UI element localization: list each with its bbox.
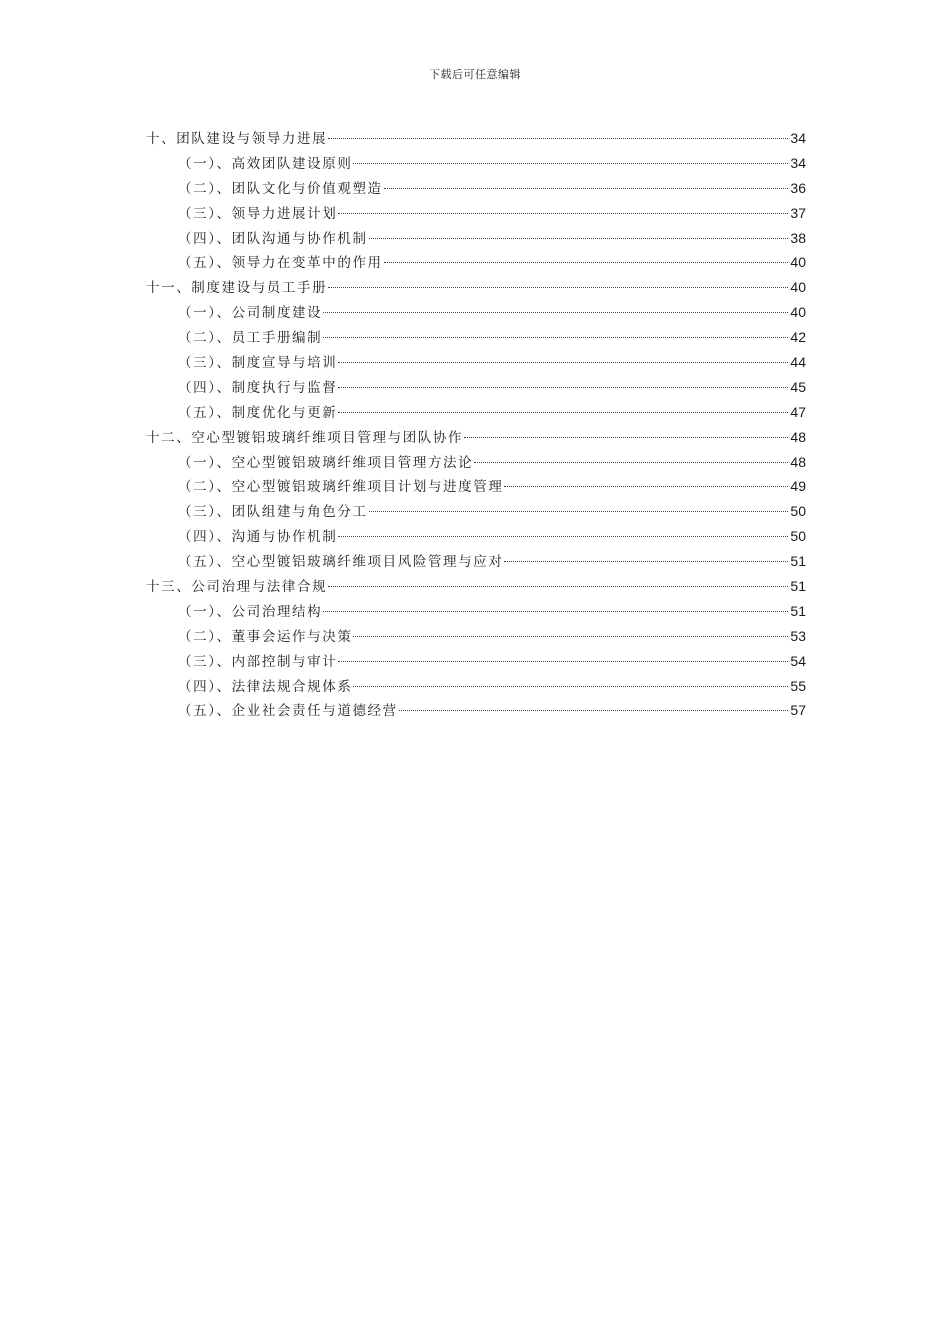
toc-section-entry[interactable]	[146, 201, 806, 226]
toc-entry-title: （二）、团队文化与价值观塑造	[178, 180, 383, 197]
dot-leader	[384, 262, 789, 263]
toc-entry-page-number: 47	[790, 403, 806, 420]
toc-section-entry[interactable]	[146, 649, 806, 674]
dot-leader	[338, 213, 788, 214]
toc-section-entry[interactable]	[146, 474, 806, 499]
toc-entry-title: （二）、员工手册编制	[178, 330, 323, 347]
toc-entry-title: 十、团队建设与领导力进展	[146, 131, 328, 147]
toc-entry-page-number: 34	[790, 154, 806, 171]
toc-entry-page-number: 55	[790, 677, 806, 694]
toc-entry-title: （三）、内部控制与审计	[178, 653, 338, 670]
dot-leader	[338, 536, 788, 537]
toc-entry-title: （四）、制度执行与监督	[178, 379, 338, 396]
toc-entry-title: （二）、空心型镀铝玻璃纤维项目计划与进度管理	[178, 479, 504, 496]
toc-entry-page-number: 57	[790, 702, 806, 719]
toc-entry-page-number: 51	[790, 578, 806, 595]
toc-section-entry[interactable]	[146, 450, 806, 475]
toc-entry-title: （四）、沟通与协作机制	[178, 529, 338, 546]
dot-leader	[474, 462, 788, 463]
dot-leader	[399, 710, 789, 711]
toc-section-entry[interactable]	[146, 698, 806, 723]
toc-entry-title: （三）、团队组建与角色分工	[178, 504, 368, 521]
toc-entry-title: （五）、领导力在变革中的作用	[178, 255, 383, 272]
toc-entry-title: （一）、高效团队建设原则	[178, 155, 353, 172]
toc-entry-title: （四）、团队沟通与协作机制	[178, 230, 368, 247]
toc-entry-page-number: 40	[790, 254, 806, 271]
dot-leader	[328, 138, 788, 139]
toc-entry-page-number: 49	[790, 478, 806, 495]
toc-entry-title: （一）、公司制度建设	[178, 305, 323, 322]
toc-entry-page-number: 50	[790, 503, 806, 520]
toc-entry-page-number: 44	[790, 354, 806, 371]
toc-entry-title: 十一、制度建设与员工手册	[146, 280, 328, 297]
toc-entry-title: （五）、空心型镀铝玻璃纤维项目风险管理与应对	[178, 554, 504, 571]
toc-section-entry[interactable]	[146, 226, 806, 251]
toc-entry-page-number: 42	[790, 329, 806, 346]
dot-leader	[353, 163, 788, 164]
dot-leader	[369, 511, 789, 512]
toc-section-entry[interactable]	[146, 524, 806, 549]
toc-entry-title: （三）、领导力进展计划	[178, 205, 338, 222]
toc-entry-title: （四）、法律法规合规体系	[178, 678, 353, 695]
toc-chapter-entry[interactable]	[146, 574, 806, 599]
dot-leader	[323, 337, 788, 338]
toc-section-entry[interactable]	[146, 400, 806, 425]
toc-section-entry[interactable]	[146, 300, 806, 325]
toc-entry-title: （三）、制度宣导与培训	[178, 355, 338, 372]
toc-chapter-entry[interactable]	[146, 126, 806, 151]
toc-entry-page-number: 38	[790, 229, 806, 246]
toc-section-entry[interactable]	[146, 350, 806, 375]
toc-section-entry[interactable]	[146, 549, 806, 574]
toc-entry-page-number: 40	[790, 304, 806, 321]
toc-section-entry[interactable]	[146, 151, 806, 176]
toc-entry-title: （一）、空心型镀铝玻璃纤维项目管理方法论	[178, 454, 474, 471]
toc-entry-title: （一）、公司治理结构	[178, 603, 323, 620]
toc-entry-page-number: 34	[790, 130, 806, 146]
toc-entry-title: 十三、公司治理与法律合规	[146, 579, 328, 596]
dot-leader	[323, 312, 788, 313]
dot-leader	[338, 387, 788, 388]
toc-section-entry[interactable]	[146, 674, 806, 699]
toc-section-entry[interactable]	[146, 250, 806, 275]
toc-entry-page-number: 51	[790, 553, 806, 570]
toc-entry-page-number: 45	[790, 378, 806, 395]
toc-entry-page-number: 40	[790, 279, 806, 296]
dot-leader	[384, 188, 789, 189]
toc-entry-title: 十二、空心型镀铝玻璃纤维项目管理与团队协作	[146, 429, 464, 446]
toc-entry-page-number: 48	[790, 428, 806, 445]
dot-leader	[338, 412, 788, 413]
dot-leader	[338, 362, 788, 363]
dot-leader	[338, 661, 788, 662]
toc-entry-page-number: 53	[790, 627, 806, 644]
dot-leader	[504, 561, 788, 562]
toc-entry-page-number: 48	[790, 453, 806, 470]
toc-chapter-entry[interactable]	[146, 425, 806, 450]
toc-section-entry[interactable]	[146, 599, 806, 624]
toc-chapter-entry[interactable]	[146, 275, 806, 300]
dot-leader	[328, 586, 788, 587]
toc-entry-page-number: 37	[790, 204, 806, 221]
toc-section-entry[interactable]	[146, 624, 806, 649]
page-header: 下载后可任意编辑	[429, 68, 521, 81]
dot-leader	[369, 238, 789, 239]
table-of-contents	[146, 126, 806, 723]
toc-entry-title: （二）、董事会运作与决策	[178, 628, 353, 645]
dot-leader	[353, 686, 788, 687]
dot-leader	[328, 287, 788, 288]
toc-section-entry[interactable]	[146, 499, 806, 524]
toc-entry-page-number: 50	[790, 528, 806, 545]
dot-leader	[464, 437, 788, 438]
toc-section-entry[interactable]	[146, 176, 806, 201]
toc-entry-page-number: 51	[790, 602, 806, 619]
dot-leader	[323, 611, 788, 612]
toc-entry-title: （五）、企业社会责任与道德经营	[178, 703, 398, 720]
dot-leader	[504, 486, 788, 487]
toc-entry-page-number: 54	[790, 652, 806, 669]
dot-leader	[353, 636, 788, 637]
toc-section-entry[interactable]	[146, 375, 806, 400]
toc-entry-page-number: 36	[790, 179, 806, 196]
toc-entry-title: （五）、制度优化与更新	[178, 404, 338, 421]
toc-section-entry[interactable]	[146, 325, 806, 350]
